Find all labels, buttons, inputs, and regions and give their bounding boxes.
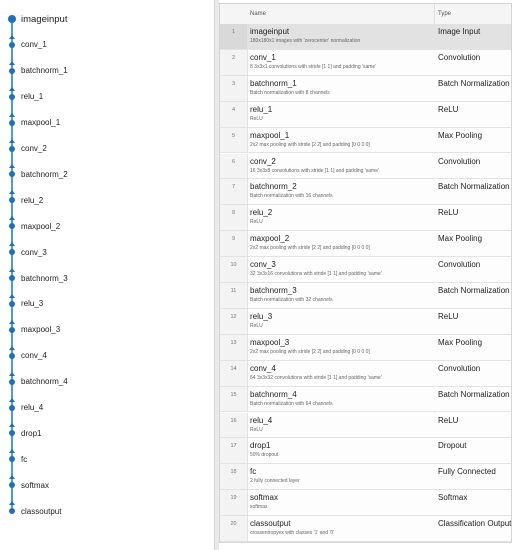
graph-arrow-icon <box>9 61 15 65</box>
graph-node-label: relu_3 <box>21 299 44 309</box>
layer-name: conv_2 <box>250 156 276 166</box>
graph-arrow-icon <box>9 320 15 324</box>
graph-arrow-icon <box>9 268 15 272</box>
graph-node-softmax[interactable] <box>0 478 49 492</box>
graph-arrow-icon <box>9 423 15 427</box>
graph-arrow-icon <box>9 449 15 453</box>
layer-type: Batch Normalization <box>438 78 510 88</box>
graph-node-label: classoutput <box>21 506 62 516</box>
table-row[interactable] <box>220 283 511 309</box>
table-row[interactable] <box>220 516 511 542</box>
graph-node-maxpool_2[interactable] <box>0 219 60 233</box>
graph-node-dot <box>9 327 15 333</box>
graph-node-dot <box>9 456 15 462</box>
layer-name: batchnorm_1 <box>250 78 297 88</box>
graph-node-dot <box>9 249 15 255</box>
layer-name: conv_1 <box>250 52 276 62</box>
layer-type: Max Pooling <box>438 130 483 140</box>
layer-name: batchnorm_4 <box>250 389 297 399</box>
layer-name: relu_3 <box>250 311 273 321</box>
graph-node-conv_1[interactable] <box>0 38 47 52</box>
graph-node-label: batchnorm_1 <box>21 66 68 76</box>
graph-node-batchnorm_3[interactable] <box>0 271 68 285</box>
graph-node-label: conv_4 <box>21 351 47 361</box>
layer-type: Fully Connected <box>438 467 496 477</box>
graph-node-dot <box>9 275 15 281</box>
layer-description: 180x180x1 images with 'zerocenter' normalization <box>250 38 361 44</box>
layer-description: 50% dropout <box>250 452 279 459</box>
graph-arrow-icon <box>9 35 15 39</box>
graph-node-dot <box>9 482 15 488</box>
graph-node-label: batchnorm_2 <box>21 169 68 179</box>
row-index: 6 <box>220 154 248 179</box>
layer-type: Convolution <box>438 260 481 270</box>
layer-name: classoutput <box>250 519 291 529</box>
layer-graph-panel[interactable] <box>0 0 214 550</box>
graph-node-dot <box>9 68 15 74</box>
layer-name: maxpool_2 <box>250 234 290 244</box>
layer-name: fc <box>250 467 257 477</box>
layer-name: relu_1 <box>250 104 273 114</box>
graph-arrow-icon <box>9 475 15 479</box>
layer-description: Batch normalization with 32 channels <box>250 297 333 303</box>
graph-node-dot <box>9 171 15 177</box>
graph-arrow-icon <box>9 164 15 168</box>
layer-type: Image Input <box>438 27 481 36</box>
graph-arrow-icon <box>9 372 15 376</box>
row-index: 13 <box>220 335 248 360</box>
graph-node-label: imageinput <box>21 13 68 25</box>
layer-description: Batch normalization with 64 channels <box>250 400 333 407</box>
row-index: 11 <box>220 283 248 308</box>
layer-type: Softmax <box>438 493 468 503</box>
table-row[interactable] <box>220 24 511 50</box>
layer-type: Batch Normalization <box>438 182 510 192</box>
row-index: 12 <box>220 309 248 334</box>
layer-type: Convolution <box>438 363 481 373</box>
graph-node-dot <box>9 42 15 48</box>
row-index: 18 <box>220 464 248 489</box>
graph-node-drop1[interactable] <box>0 426 41 440</box>
row-index: 2 <box>220 50 248 75</box>
row-index: 4 <box>220 102 248 127</box>
row-index: 9 <box>220 231 248 256</box>
graph-arrow-icon <box>9 501 15 505</box>
graph-node-dot <box>9 430 15 436</box>
graph-node-imageinput[interactable] <box>4 11 67 27</box>
graph-arrow-icon <box>9 294 15 298</box>
graph-node-dot <box>9 94 15 100</box>
table-row[interactable] <box>220 179 511 205</box>
row-index: 7 <box>220 179 248 204</box>
layer-description: 16 3x3x8 convolutions with stride [1 1] and padding 'same' <box>250 167 379 174</box>
table-row[interactable] <box>220 205 511 231</box>
layer-name: batchnorm_2 <box>250 182 297 192</box>
layer-type: Max Pooling <box>438 234 483 244</box>
graph-node-label: fc <box>21 454 28 464</box>
table-row[interactable] <box>220 413 511 439</box>
graph-node-batchnorm_2[interactable] <box>0 167 68 181</box>
layer-description: 2x2 max pooling with stride [2 2] and padding [0 0 0 0] <box>250 245 370 252</box>
layer-description: 32 3x3x16 convolutions with stride [1 1] and padding 'same' <box>250 271 382 278</box>
layer-name: batchnorm_3 <box>250 286 297 295</box>
graph-arrow-icon <box>9 242 15 246</box>
layer-description: 2x2 max pooling with stride [2 2] and padding [0 0 0 0] <box>250 141 370 148</box>
row-index: 20 <box>220 516 248 541</box>
layer-name: drop1 <box>250 441 271 451</box>
layer-description: ReLU <box>250 322 263 329</box>
layer-description: 2x2 max pooling with stride [2 2] and padding [0 0 0 0] <box>250 348 370 355</box>
graph-node-label: softmax <box>21 480 50 490</box>
graph-node-dot <box>9 405 15 411</box>
graph-node-label: maxpool_3 <box>21 325 61 335</box>
column-header-type[interactable]: Type <box>438 11 452 17</box>
table-row[interactable] <box>220 438 511 464</box>
graph-node-dot <box>9 120 15 126</box>
layer-type: Convolution <box>438 52 481 62</box>
graph-node-relu_4[interactable] <box>0 401 43 415</box>
graph-node-label: relu_1 <box>21 92 44 102</box>
layer-name: maxpool_1 <box>250 130 290 140</box>
layer-description: Batch normalization with 16 channels <box>250 193 333 200</box>
graph-node-conv_2[interactable] <box>0 142 47 156</box>
graph-node-relu_2[interactable] <box>0 193 43 207</box>
table-row[interactable] <box>220 490 511 516</box>
graph-node-dot <box>9 146 15 152</box>
table-header <box>220 4 511 25</box>
graph-arrow-icon <box>9 216 15 220</box>
layer-type: Batch Normalization <box>438 389 510 399</box>
row-index: 1 <box>220 24 248 49</box>
layer-description: ReLU <box>250 426 263 433</box>
table-row[interactable] <box>220 128 511 154</box>
layer-description: 64 3x3x32 convolutions with stride [1 1] and padding 'same' <box>250 374 382 381</box>
graph-node-label: relu_2 <box>21 195 44 205</box>
graph-node-label: maxpool_2 <box>21 221 61 231</box>
graph-node-dot <box>9 379 15 385</box>
layer-type: Dropout <box>438 441 467 451</box>
table-row[interactable] <box>220 257 511 283</box>
layer-name: softmax <box>250 493 279 503</box>
graph-node-maxpool_3[interactable] <box>0 323 60 337</box>
layer-table <box>219 3 512 543</box>
graph-node-relu_3[interactable] <box>0 297 43 311</box>
row-index: 10 <box>220 257 248 282</box>
graph-arrow-icon <box>9 346 15 350</box>
table-row[interactable] <box>220 231 511 257</box>
graph-node-dot <box>9 508 15 514</box>
graph-node-label: conv_2 <box>21 144 47 153</box>
layer-name: maxpool_3 <box>250 337 290 347</box>
graph-arrow-icon <box>9 87 15 91</box>
row-index: 5 <box>220 128 248 153</box>
table-row[interactable] <box>220 309 511 335</box>
table-row[interactable] <box>220 387 511 413</box>
layer-type: ReLU <box>438 208 459 218</box>
graph-node-dot <box>9 197 15 203</box>
graph-node-label: relu_4 <box>21 403 44 412</box>
row-index: 3 <box>220 76 248 101</box>
graph-node-label: conv_1 <box>21 40 47 50</box>
layer-name: relu_4 <box>250 415 273 425</box>
graph-arrow-icon <box>9 398 15 402</box>
row-index: 16 <box>220 413 248 438</box>
layer-description: ReLU <box>250 115 263 122</box>
table-row[interactable] <box>220 361 511 387</box>
graph-node-batchnorm_1[interactable] <box>0 64 68 78</box>
table-row[interactable] <box>220 76 511 102</box>
table-row[interactable] <box>220 335 511 361</box>
layer-name: imageinput <box>250 27 290 36</box>
layer-description: ReLU <box>250 219 263 226</box>
graph-node-dot <box>9 353 15 359</box>
graph-node-dot <box>8 15 16 23</box>
row-index: 19 <box>220 490 248 515</box>
layer-type: Batch Normalization <box>438 286 510 295</box>
graph-node-relu_1[interactable] <box>0 90 43 104</box>
column-header-name[interactable]: Name <box>250 11 267 17</box>
layer-name: conv_3 <box>250 260 276 270</box>
graph-arrow-icon <box>9 190 15 194</box>
graph-node-conv_3[interactable] <box>0 245 47 259</box>
row-index: 8 <box>220 205 248 230</box>
layer-type: ReLU <box>438 311 459 321</box>
graph-node-classoutput[interactable] <box>0 504 61 518</box>
layer-type: Classification Output <box>438 519 512 529</box>
graph-node-dot <box>9 223 15 229</box>
graph-node-fc[interactable] <box>0 452 27 466</box>
graph-node-dot <box>9 301 15 307</box>
layer-description: Batch normalization with 8 channels <box>250 89 330 96</box>
table-row[interactable] <box>220 154 511 180</box>
layer-name: relu_2 <box>250 208 273 218</box>
layer-name: conv_4 <box>250 363 276 373</box>
layer-type: ReLU <box>438 104 459 114</box>
table-row[interactable] <box>220 102 511 128</box>
table-row[interactable] <box>220 464 511 490</box>
layer-type: ReLU <box>438 415 459 425</box>
layer-description: 8 3x3x1 convolutions with stride [1 1] and padding 'same' <box>250 63 377 70</box>
graph-node-label: conv_3 <box>21 247 47 257</box>
graph-node-label: maxpool_1 <box>21 118 61 128</box>
layer-type: Max Pooling <box>438 337 483 347</box>
layer-type: Convolution <box>438 156 481 166</box>
layer-description: crossentropyex with classes '1' and '0' <box>250 530 335 537</box>
graph-node-label: drop1 <box>21 428 42 438</box>
row-index: 15 <box>220 387 248 412</box>
row-index: 14 <box>220 361 248 386</box>
graph-node-conv_4[interactable] <box>0 349 47 363</box>
graph-node-label: batchnorm_4 <box>21 377 68 387</box>
graph-node-maxpool_1[interactable] <box>0 116 60 130</box>
layer-description: softmax <box>250 504 268 511</box>
layer-description: 2 fully connected layer <box>250 478 300 485</box>
graph-node-label: batchnorm_3 <box>21 273 68 283</box>
row-index: 17 <box>220 438 248 463</box>
graph-arrow-icon <box>9 113 15 117</box>
graph-arrow-icon <box>9 139 15 143</box>
table-row[interactable] <box>220 50 511 76</box>
graph-node-batchnorm_4[interactable] <box>0 375 68 389</box>
